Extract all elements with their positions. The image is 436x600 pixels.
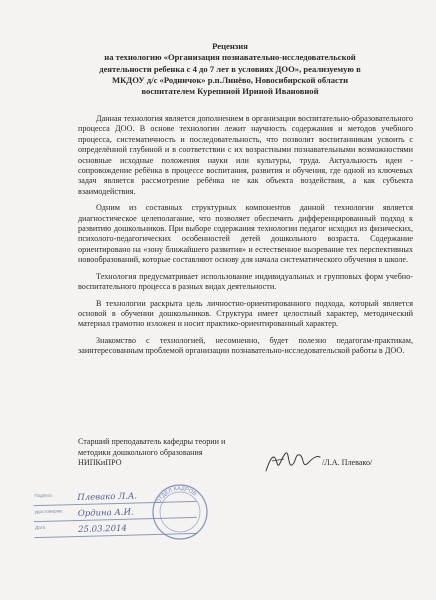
paragraph-2: Одним из составных структурных компонентов данной технологии является диагностическое целеполагание, что позволяет обеспечить дифференцированный подход к развитию дошкольников. При выборе содержания технологии педагог исходил из физических, психолого-педагогических особенностей детей дошкольного возраста. Содержание ориентировано на «зону ближайшего развития» и естественное вызревание тех перспективных новообразований, которые составляют основу для начала систематического обучения в школе. <box>78 203 413 265</box>
paragraph-4: В технологии раскрыта цель личностно-ориентированного подхода, который является основой в обучении дошкольников. Структура имеет целостный характер, методический материал грамотно изложен и носит практико-ориентированный характер. <box>78 298 413 329</box>
stamp-value-certify: Ордина А.И. <box>77 507 134 520</box>
handwritten-signature <box>262 441 322 481</box>
paragraph-5: Знакомство с технологией, несомненно, будет полезно педагогам-практикам, заинтересованным проблемой организации познавательно-исследовательской работы в ДОО. <box>78 335 413 356</box>
round-seal-icon <box>150 482 210 542</box>
stamp-label-date: Дата <box>35 524 46 531</box>
paragraph-3: Технология предусматривает использование индивидуальных и групповых форм учебно-воспитательного процесса в разных видах деятельности. <box>78 271 413 292</box>
stamp-value-date: 25.03.2014 <box>78 523 128 536</box>
reviewer-line-2: методики дошкольного образования <box>78 447 203 457</box>
signer-name: /Л.А. Плевако/ <box>322 458 373 467</box>
reviewer-line-1: Старший преподаватель кафедры теории и <box>78 437 226 446</box>
reviewer-line-3: НИПКиПРО <box>78 458 122 468</box>
document-title <box>40 41 420 97</box>
title-heading: Рецензия <box>212 41 248 51</box>
stamp-label-signature: Подпись <box>34 492 53 499</box>
title-line-1: на технологию «Организация познавательно-исследовательской <box>104 52 356 63</box>
stamp-value-signature: Плевако Л.А. <box>77 491 138 504</box>
title-line-3: МКДОУ д/с «Родничок» р.п.Линёво, Новосибирской области <box>111 74 349 85</box>
stamp-label-certify: удостоверяю <box>34 508 63 515</box>
review-body <box>78 114 413 363</box>
title-line-2: деятельности ребенка с 4 до 7 лет в условиях ДОО», реализуемую в <box>99 63 361 74</box>
title-line-4: воспитателем Курепиной Ириной Ивановной <box>141 86 319 97</box>
seal-text: ОТДЕЛ КАДРОВ <box>155 485 198 505</box>
reviewer-position <box>78 437 278 469</box>
paragraph-1: Данная технология является дополнением в организации воспитательно-образовательного процесса ДОО. В основе технологии лежит научность содержания и методов учебного процесса, систематичность и последовательность, что позволит воспитанникам усвоить с определённой глубиной и в соответствии с их возрастными познавательными возможностями основные исходные положения науки или культуры, труда. Актуальность идеи - сопровождение ребёнка в процессе воспитания, развития и обучения, где одной из ключевых задач является рассмотрение ребёнка не как объекта воздействия, а как субъекта взаимодействия. <box>78 114 413 196</box>
svg-text:ОТДЕЛ КАДРОВ <box>156 486 198 505</box>
